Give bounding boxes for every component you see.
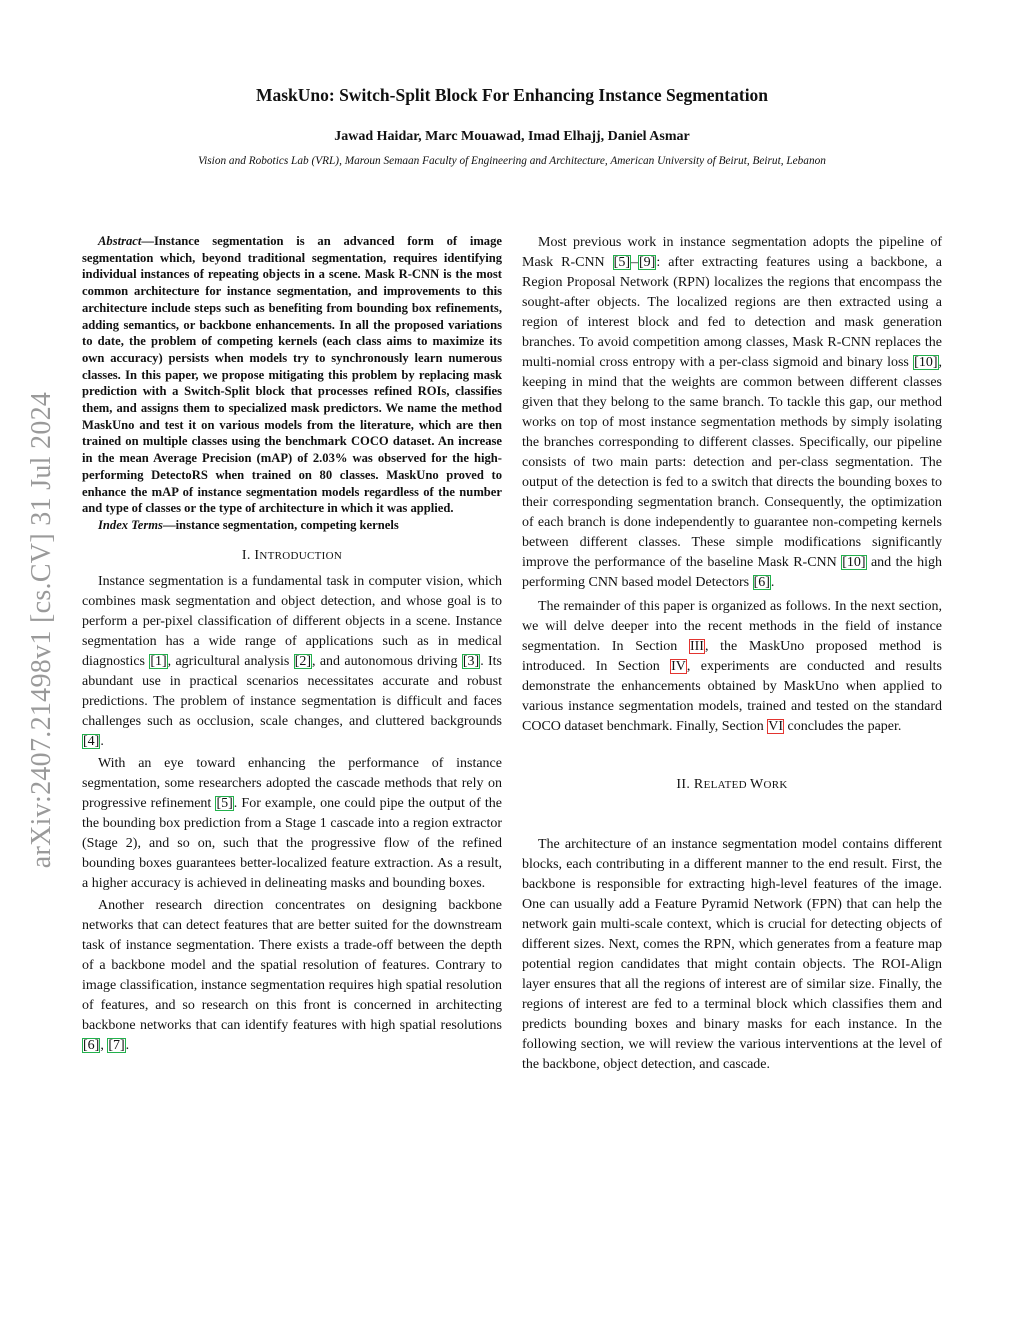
citation-link[interactable]: [1] (150, 653, 167, 669)
paper-authors: Jawad Haidar, Marc Mouawad, Imad Elhajj, Daniel Asmar (334, 129, 690, 144)
paper-affiliation: Vision and Robotics Lab (VRL), Maroun Semaan Faculty of Engineering and Architecture, American University of Beirut, Beirut, Lebanon (198, 155, 826, 167)
right-paragraph-2: The remainder of this paper is organized as follows. In the next section, we will delve deeper into the recent methods in the field of instance segmentation. In Section III, the MaskUno proposed method is introduced. In Section IV, experiments are conducted and results demonstrate the enhancements obtained by MaskUno when applied to various instance segmentation models, trained and tested on the standard COCO dataset benchmark. Finally, Section VI concludes the paper. (522, 599, 942, 734)
spacer (522, 737, 942, 763)
index-terms (82, 517, 502, 534)
citation-link[interactable]: [6] (753, 575, 770, 590)
citation-link[interactable]: [9] (639, 255, 656, 270)
abstract (82, 233, 502, 517)
arxiv-watermark: arXiv:2407.21498v1 [cs.CV] 31 Jul 2024 (26, 391, 57, 869)
intro-paragraph-2: With an eye toward enhancing the performance of instance segmentation, some researchers adopted the cascade methods that rely on progressive refinement [5]. For example, one could pipe the output of the the bounding box prediction from a Stage 1 cascade into a region extractor (Stage 2), and so on, such that the progressive flow of the refined bounding boxes guarantees better-localized feature extraction. As a result, a higher accuracy is achieved in delineating masks and bounding boxes. (82, 755, 502, 891)
right-column (522, 233, 942, 1075)
section-heading-introduction: I. INTRODUCTION (241, 547, 343, 563)
index-terms-text: —instance segmentation, competing kernels (162, 517, 399, 532)
right-paragraph-1: Most previous work in instance segmentation adopts the pipeline of Mask R-CNN [5]–[9]: after extracting features using a backbone, a Region Proposal Network (RPN) localizes the regions that encompass the sought-after objects. The localized regions are then extracted using a region of interest block and fed to detection and mask generation branches. To avoid competition among classes, Mask R-CNN replaces the multi-nomial cross entropy with a per-class sigmoid and binary loss [10], keeping in mind that the weights are common between different classes given that they belong to the same branch. To tackle this gap, our method works on top of most instance segmentation methods by simply isolating the branches corresponding to different classes. Specifically, our pipeline consists of two main parts: detection and per-class segmentation. The output of the detection is fed to a switch that directs the bounding boxes to their corresponding segmentation branch. Consequently, the optimization of each branch is done independently to guarantee non-competing kernels between different classes. These simple modifications significantly improve the performance of the baseline Mask R-CNN [10] and the high performing CNN based model Detectors [6]. (522, 235, 943, 590)
section-heading-related-work: II. RELATED WORK (676, 777, 788, 792)
citation-link[interactable]: [10] (914, 355, 938, 370)
citation-link[interactable]: [10] (842, 555, 866, 570)
citation-link[interactable]: [5] (613, 255, 630, 270)
citation-link[interactable]: [6] (83, 1037, 100, 1053)
spacer (522, 801, 942, 835)
abstract-text: —Instance segmentation is an advanced form of image segmentation which, beyond traditional segmentation, requires identifying individual instances of repeating objects in a scene. Mask R-CNN is the most common architecture for instance segmentation, and improvements to this architecture include steps such as benefiting from bounding box refinements, adding semantics, or backbone enhancements. In all the proposed variations to date, the problem of competing kernels (each class aims to maximize its own accuracy) persists when models try to synchronously learn numerous classes. In this paper, we propose mitigating this problem by replacing mask prediction with a Switch-Split block that processes refined ROIs, classifies them, and assigns them to specialized mask predictors. We name the method MaskUno and test it on various models from the literature, which are then trained on multiple classes using the benchmark COCO dataset. An increase in the mean Average Precision (mAP) of 2.03% was observed for the high-performing DetectoRS when trained on 80 classes. MaskUno proved to enhance the mAP of instance segmentation models regardless of the number and type of classes or the type of architecture in which it was applied. (82, 234, 502, 516)
intro-paragraph-1: Instance segmentation is a fundamental task in computer vision, which combines mask segmentation and object detection, and whose goal is to perform a per-pixel classification of different objects in a scene. Instance segmentation has a wide range of applications such as in medical diagnostics [1], agricultural analysis [2], and autonomous driving [3]. Its abundant use in practical scenarios necessitates accurate and robust predictions. The problem of instance segmentation is difficult and faces challenges such as occlusion, scale changes, and cluttered backgrounds [4]. (82, 573, 502, 749)
citation-link[interactable]: [7] (108, 1037, 125, 1053)
section-link[interactable]: VI (768, 719, 783, 734)
intro-paragraph-3: Another research direction concentrates on designing backbone networks that can detect features that are better suited for the downstream task of instance segmentation. There exists a trade-off between the depth of a backbone model and the spatial resolution of features. Contrary to image classification, instance segmentation requires high spatial resolution of features, and so research on this front is concerned in architecting backbone networks that can identify features with high spatial resolutions [6], [7]. (82, 897, 502, 1053)
citation-link[interactable]: [3] (462, 653, 480, 669)
abstract-lead: Abstract (98, 234, 142, 248)
citation-link[interactable]: [5] (216, 795, 233, 811)
left-column (82, 233, 502, 1056)
section-link[interactable]: IV (671, 659, 686, 674)
related-work-paragraph-1: The architecture of an instance segmentation model contains different blocks, each contributing in a different manner to the end result. First, the backbone is responsible for extracting high-level features of the image. One can usually add a Feature Pyramid Network (FPN) that can help the network gain multi-scale context, which is crucial for detecting objects of different sizes. Next, comes the RPN, which generates from a feature map potential region candidates that might contain objects. The ROI-Align layer ensures that all the regions of interest are of similar size. Finally, the regions of interest are fed to a terminal block which classifies them and predicts bounding boxes and binary masks for each instance. In the following section, we will review the various interventions at the level of the backbone, object detection, and cascade. (522, 837, 942, 1072)
paper-title: MaskUno: Switch-Split Block For Enhancing Instance Segmentation (255, 85, 769, 105)
index-terms-lead: Index Terms (98, 517, 163, 532)
section-link[interactable]: III (689, 639, 704, 654)
citation-link[interactable]: [2] (294, 653, 312, 669)
citation-link[interactable]: [4] (83, 733, 100, 749)
